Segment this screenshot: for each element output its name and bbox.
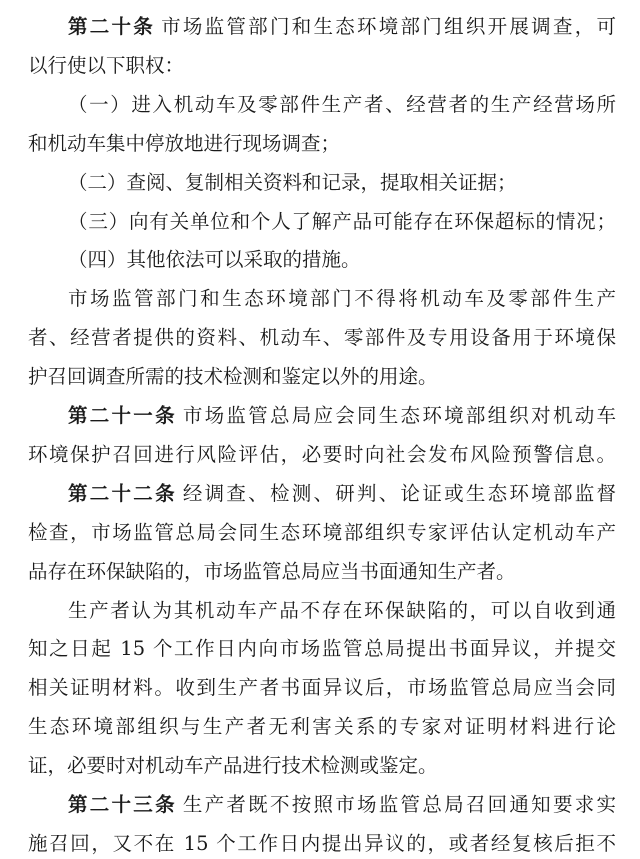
line-text: 者、经营者提供的资料、机动车、零部件及专用设备用于环境保 — [28, 326, 616, 350]
article-line — [68, 790, 616, 820]
line-text: 市场监管总局应会同生态环境部组织对机动车 — [182, 404, 616, 427]
line-text: 检查，市场监管总局会同生态环境部组织专家评估认定机动车产 — [28, 520, 616, 544]
line-text: 环境保护召回进行风险评估，必要时向社会发布风险预警信息。 — [28, 442, 616, 466]
article-heading: 第二十三条 — [68, 793, 177, 816]
line-text: 以行使以下职权： — [28, 53, 185, 77]
line-text: （一）进入机动车及零部件生产者、经营者的生产经营场所 — [68, 92, 616, 116]
article-line — [68, 401, 616, 431]
text-line — [68, 207, 616, 237]
text-line — [28, 673, 616, 703]
text-line — [28, 129, 616, 159]
text-line — [28, 557, 616, 587]
text-line — [28, 829, 616, 859]
article-heading: 第二十二条 — [68, 481, 177, 505]
line-text: 品存在环保缺陷的，市场监管总局应当书面通知生产者。 — [28, 559, 516, 583]
text-line — [28, 712, 616, 742]
article-line — [68, 12, 616, 42]
text-line — [28, 634, 616, 664]
line-text: 经调查、检测、研判、论证或生态环境部监督 — [182, 481, 616, 505]
text-line — [68, 90, 616, 120]
line-text: 生产者认为其机动车产品不存在环保缺陷的，可以自收到通 — [68, 598, 616, 622]
article-line — [68, 479, 616, 509]
line-text: 生态环境部组织与生产者无利害关系的专家对证明材料进行论 — [28, 715, 616, 739]
text-line — [68, 596, 616, 626]
line-text: 施召回，又不在 15 个工作日内提出异议的，或者经复核后拒不 — [28, 831, 616, 855]
line-text: 知之日起 15 个工作日内向市场监管总局提出书面异议，并提交 — [28, 637, 616, 661]
line-text: 市场监管部门和生态环境部门组织开展调查，可 — [161, 15, 616, 38]
article-heading: 第二十一条 — [68, 404, 177, 427]
line-text: 生产者既不按照市场监管总局召回通知要求实 — [182, 793, 616, 816]
article-heading: 第二十条 — [68, 15, 156, 38]
line-text: 相关证明材料。收到生产者书面异议后，市场监管总局应当会同 — [28, 676, 616, 700]
line-text: （二）查阅、复制相关资料和记录，提取相关证据； — [68, 170, 517, 194]
line-text: （四）其他依法可以采取的措施。 — [68, 248, 361, 272]
line-text: 和机动车集中停放地进行现场调查； — [28, 131, 341, 155]
line-text: 护召回调查所需的技术检测和鉴定以外的用途。 — [28, 365, 438, 389]
text-line — [28, 323, 616, 353]
line-text: （三）向有关单位和个人了解产品可能存在环保超标的情况； — [68, 209, 616, 233]
text-line — [28, 362, 616, 392]
text-line — [68, 245, 616, 275]
text-line — [28, 440, 616, 470]
text-line — [28, 51, 616, 81]
text-line — [68, 168, 616, 198]
line-text: 市场监管部门和生态环境部门不得将机动车及零部件生产 — [68, 287, 616, 311]
text-line — [68, 284, 616, 314]
text-line — [28, 751, 616, 781]
line-text: 证，必要时对机动车产品进行技术检测或鉴定。 — [28, 754, 438, 778]
text-line — [28, 518, 616, 548]
